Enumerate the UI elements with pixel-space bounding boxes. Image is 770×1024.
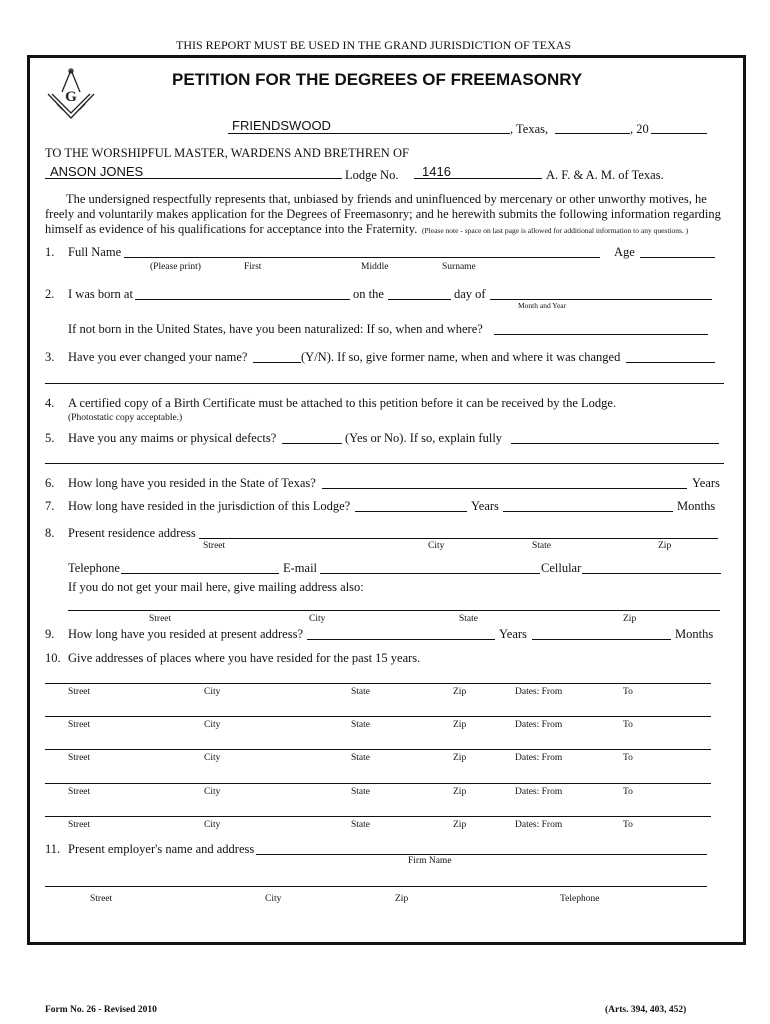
q8-street-caption: Street — [203, 541, 226, 551]
zip-caption: Zip — [453, 787, 467, 797]
form-number: Form No. 26 - Revised 2010 — [45, 1005, 157, 1015]
dates-to-caption: To — [623, 787, 633, 797]
email-label: E-mail — [283, 561, 318, 575]
q8-city-caption: City — [428, 541, 445, 551]
q7-label: How long have resided in the jurisdiction of this Lodge? — [68, 499, 351, 513]
lodge-no-field[interactable]: 1416 — [422, 164, 451, 179]
dates-to-caption: To — [623, 720, 633, 730]
mailing-street-caption: Street — [149, 614, 172, 624]
q11-label: Present employer's name and address — [68, 842, 255, 856]
previous-address-field[interactable] — [45, 749, 711, 750]
birth-day-field[interactable] — [388, 299, 451, 300]
q9-number: 9. — [45, 627, 55, 641]
q8-number: 8. — [45, 526, 55, 540]
zip-caption: Zip — [453, 753, 467, 763]
naturalized-field[interactable] — [494, 334, 708, 335]
q9-years-label: Years — [499, 627, 527, 641]
street-caption: Street — [68, 720, 91, 730]
texas-label: , Texas, — [510, 122, 549, 136]
q10-label: Give addresses of places where you have resided for the past 15 years. — [68, 651, 421, 665]
name-changed-yn-field[interactable] — [253, 362, 301, 363]
square-and-compasses-logo — [42, 66, 100, 124]
dates-from-caption: Dates: From — [515, 820, 563, 830]
previous-address-field[interactable] — [45, 716, 711, 717]
year-label: , 20 — [630, 122, 649, 136]
q3-label: Have you ever changed your name? — [68, 350, 248, 364]
year-line[interactable] — [651, 133, 707, 134]
state-caption: State — [351, 820, 370, 830]
city-caption: City — [204, 753, 221, 763]
age-field[interactable] — [640, 257, 715, 258]
employer-address-field[interactable] — [45, 886, 707, 887]
maims-explain-line-2[interactable] — [45, 463, 724, 464]
city-caption: City — [204, 687, 221, 697]
on-the-label: on the — [353, 287, 384, 301]
af-am-label: A. F. & A. M. of Texas. — [546, 168, 664, 182]
employer-street-caption: Street — [90, 894, 113, 904]
employer-name-field[interactable] — [256, 854, 707, 855]
state-caption: State — [351, 720, 370, 730]
articles-reference: (Arts. 394, 403, 452) — [605, 1005, 687, 1015]
dates-to-caption: To — [623, 820, 633, 830]
state-caption: State — [351, 687, 370, 697]
city-caption: City — [204, 787, 221, 797]
jurisdiction-notice: THIS REPORT MUST BE USED IN THE GRAND JURISDICTION OF TEXAS — [176, 38, 572, 52]
intro-line-1: The undersigned respectfully represents that, unbiased by friends and uninfluenced by mercenary or other unworthy motives, he — [66, 192, 707, 206]
middle-caption: Middle — [361, 262, 389, 272]
telephone-label: Telephone — [68, 561, 120, 575]
state-caption: State — [351, 787, 370, 797]
mailing-zip-caption: Zip — [623, 614, 637, 624]
zip-caption: Zip — [453, 687, 467, 697]
present-address-years-field[interactable] — [307, 639, 495, 640]
q1-number: 1. — [45, 245, 55, 259]
addressee-text: TO THE WORSHIPFUL MASTER, WARDENS AND BRETHREN OF — [45, 146, 409, 160]
first-caption: First — [244, 262, 262, 272]
cellular-field[interactable] — [582, 573, 721, 574]
street-caption: Street — [68, 753, 91, 763]
email-field[interactable] — [320, 573, 540, 574]
maims-explain-field[interactable] — [511, 443, 719, 444]
city-caption: City — [204, 820, 221, 830]
dates-from-caption: Dates: From — [515, 753, 563, 763]
mailing-address-label: If you do not get your mail here, give mailing address also: — [68, 580, 364, 594]
q6-label: How long have you resided in the State of Texas? — [68, 476, 316, 490]
q6-years-label: Years — [692, 476, 720, 490]
previous-address-field[interactable] — [45, 683, 711, 684]
q4-label: A certified copy of a Birth Certificate must be attached to this petition before it can be received by the Lodge. — [68, 396, 617, 410]
residence-address-field[interactable] — [199, 538, 718, 539]
mailing-city-caption: City — [309, 614, 326, 624]
zip-caption: Zip — [453, 720, 467, 730]
lodge-no-label: Lodge No. — [345, 168, 399, 182]
cellular-label: Cellular — [541, 561, 582, 575]
zip-caption: Zip — [453, 820, 467, 830]
naturalized-label: If not born in the United States, have you been naturalized: If so, when and where? — [68, 322, 483, 336]
q5-number: 5. — [45, 431, 55, 445]
dates-from-caption: Dates: From — [515, 687, 563, 697]
q8-zip-caption: Zip — [658, 541, 672, 551]
date-line[interactable] — [555, 133, 630, 134]
telephone-field[interactable] — [121, 573, 279, 574]
form-title: PETITION FOR THE DEGREES OF FREEMASONRY — [172, 70, 583, 89]
birthplace-field[interactable] — [135, 299, 350, 300]
q10-number: 10. — [45, 651, 61, 665]
q2-label: I was born at — [68, 287, 133, 301]
lodge-jurisdiction-months-field[interactable] — [503, 511, 673, 512]
q9-months-label: Months — [675, 627, 714, 641]
intro-line-2: freely and voluntarily makes application for the Degrees of Freemasonry; and he herewith submits the following information regarding — [45, 207, 721, 221]
q8-label: Present residence address — [68, 526, 196, 540]
q2-number: 2. — [45, 287, 55, 301]
dates-to-caption: To — [623, 687, 633, 697]
please-print-caption: (Please print) — [150, 262, 201, 272]
city-caption: City — [204, 720, 221, 730]
day-of-label: day of — [454, 287, 486, 301]
city-field[interactable]: FRIENDSWOOD — [232, 118, 331, 133]
q1-label: Full Name — [68, 245, 122, 259]
previous-address-field[interactable] — [45, 816, 711, 817]
former-name-line-2[interactable] — [45, 383, 724, 384]
city-line — [228, 133, 510, 134]
q5-yes-no-label: (Yes or No). If so, explain fully — [345, 431, 503, 445]
q6-number: 6. — [45, 476, 55, 490]
q4-note: (Photostatic copy acceptable.) — [68, 413, 183, 423]
q11-number: 11. — [45, 842, 61, 856]
intro-note: (Please note - space on last page is allowed for additional information to any questions. ) — [422, 226, 689, 235]
street-caption: Street — [68, 820, 91, 830]
logo-letter: G — [65, 89, 77, 105]
dates-from-caption: Dates: From — [515, 787, 563, 797]
full-name-field[interactable] — [124, 257, 600, 258]
intro-line-3: himself as evidence of his qualifications for acceptance into the Fraternity. — [45, 222, 418, 236]
dates-to-caption: To — [623, 753, 633, 763]
q7-number: 7. — [45, 499, 55, 513]
q3-yn-label: (Y/N). If so, give former name, when and where it was changed — [301, 350, 621, 364]
maims-yn-field[interactable] — [282, 443, 342, 444]
street-caption: Street — [68, 687, 91, 697]
q5-label: Have you any maims or physical defects? — [68, 431, 277, 445]
surname-caption: Surname — [442, 262, 476, 272]
mailing-address-field[interactable] — [68, 610, 720, 611]
previous-address-field[interactable] — [45, 783, 711, 784]
state-caption: State — [351, 753, 370, 763]
street-caption: Street — [68, 787, 91, 797]
employer-city-caption: City — [265, 894, 282, 904]
q7-years-label: Years — [471, 499, 499, 513]
q8-state-caption: State — [532, 541, 551, 551]
employer-zip-caption: Zip — [395, 894, 409, 904]
q7-months-label: Months — [677, 499, 716, 513]
texas-residence-years-field[interactable] — [322, 488, 687, 489]
age-label: Age — [614, 245, 635, 259]
lodge-name-field[interactable]: ANSON JONES — [50, 164, 144, 179]
present-address-months-field[interactable] — [532, 639, 671, 640]
q9-label: How long have you resided at present address? — [68, 627, 303, 641]
dates-from-caption: Dates: From — [515, 720, 563, 730]
employer-telephone-caption: Telephone — [560, 894, 600, 904]
firm-name-caption: Firm Name — [408, 856, 452, 866]
birth-month-year-field[interactable] — [490, 299, 712, 300]
q3-number: 3. — [45, 350, 55, 364]
former-name-field[interactable] — [626, 362, 715, 363]
mailing-state-caption: State — [459, 614, 478, 624]
q4-number: 4. — [45, 396, 55, 410]
month-year-caption: Month and Year — [518, 301, 567, 310]
lodge-jurisdiction-years-field[interactable] — [355, 511, 467, 512]
